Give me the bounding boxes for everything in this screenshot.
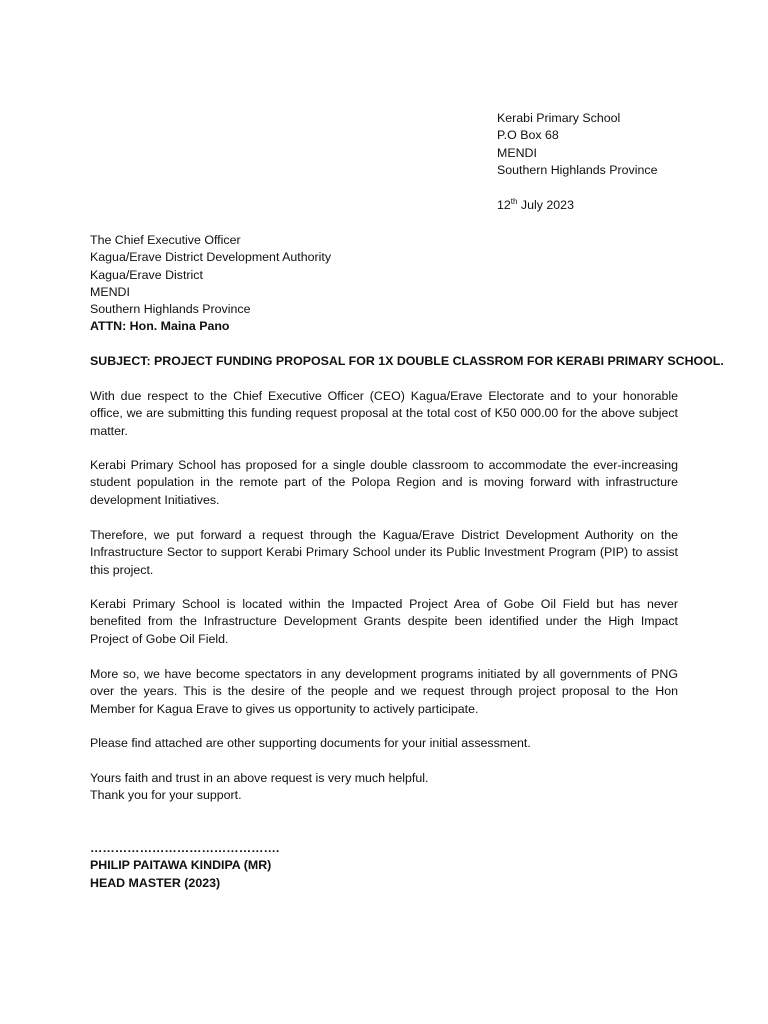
closing-line-1: Yours faith and trust in an above request is very much helpful. xyxy=(90,771,429,785)
recipient-attention: ATTN: Hon. Maina Pano xyxy=(90,319,230,334)
signatory-name: PHILIP PAITAWA KINDIPA (MR) xyxy=(90,858,272,873)
letter-date xyxy=(497,197,574,214)
body-paragraph-3: Therefore, we put forward a request through the Kagua/Erave District Development Authority on the Infrastructure Sector to support Kerabi Primary School under its Public Investment Program (PIP) to assist this project. xyxy=(90,528,678,577)
date-suffix: th xyxy=(510,196,518,206)
recipient-province: Southern Highlands Province xyxy=(90,302,251,317)
sender-po-box: P.O Box 68 xyxy=(497,128,559,143)
recipient-town: MENDI xyxy=(90,284,130,299)
body-paragraph-6: Please find attached are other supporting documents for your initial assessment. xyxy=(90,736,531,750)
date-month-year: July 2023 xyxy=(520,198,574,212)
recipient-organisation: Kagua/Erave District Development Authority xyxy=(90,250,332,265)
sender-school: Kerabi Primary School xyxy=(497,111,621,125)
sender-province: Southern Highlands Province xyxy=(497,162,658,177)
body-paragraph-5: More so, we have become spectators in any development programs initiated by all governments of PNG over the years. This is the desire of the people and we request through project proposal to the Hon Member for Kagua Erave to gives us opportunity to actively participate. xyxy=(90,667,678,716)
signature-dotted-line: ………………………………………. xyxy=(90,841,280,855)
body-paragraph-1: With due respect to the Chief Executive Officer (CEO) Kagua/Erave Electorate and to your honorable office, we are submitting this funding request proposal at the total cost of K50 000.00 for the above subject matter. xyxy=(90,389,678,438)
body-paragraph-2: Kerabi Primary School has proposed for a single double classroom to accommodate the ever-increasing student population in the remote part of the Polopa Region and is moving forward with infrastructure development Initiatives. xyxy=(90,458,678,507)
signatory-position: HEAD MASTER (2023) xyxy=(90,875,221,890)
recipient-title: The Chief Executive Officer xyxy=(90,233,241,247)
letter-subject: SUBJECT: PROJECT FUNDING PROPOSAL FOR 1X DOUBLE CLASSROM FOR KERABI PRIMARY SCHOOL. xyxy=(90,354,724,368)
recipient-district: Kagua/Erave District xyxy=(90,267,203,282)
date-day: 12 xyxy=(497,198,511,212)
sender-address xyxy=(497,110,658,179)
closing-line-2: Thank you for your support. xyxy=(90,788,242,803)
closing-remarks xyxy=(90,770,428,805)
recipient-address xyxy=(90,232,331,336)
body-paragraph-4: Kerabi Primary School is located within the Impacted Project Area of Gobe Oil Field but has never benefited from the Infrastructure Development Grants despite been identified under the High Impact Project of Gobe Oil Field. xyxy=(90,597,678,646)
signature-block xyxy=(90,840,279,892)
sender-town: MENDI xyxy=(497,145,537,160)
